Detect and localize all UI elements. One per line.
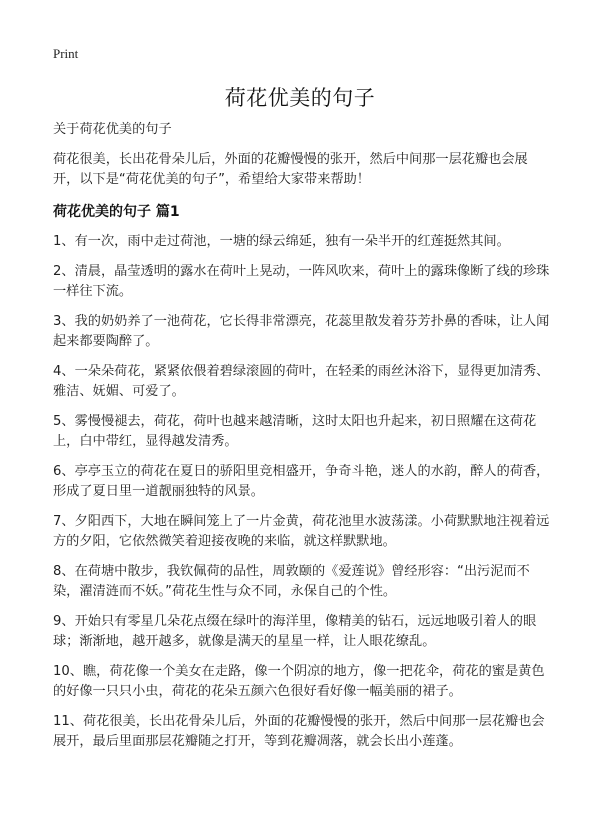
sentence-item: 9、开始只有零星几朵花点缀在绿叶的海洋里，像精美的钻石，远远地吸引着人的眼球；渐渐地，越开越多，就像是满天的星星一样，让人眼花缭乱。 [53,614,537,649]
sentence-item: 11、荷花很美，长出花骨朵儿后，外面的花瓣慢慢的张开，然后中间那一层花瓣也会展开，最后里面那层花瓣随之打开，等到花瓣凋落，就会长出小莲蓬。 [53,714,545,749]
article-subtitle: 关于荷花优美的句子 [53,122,172,137]
sentence-item: 2、清晨，晶莹透明的露水在荷叶上晃动，一阵风吹来，荷叶上的露珠像断了线的珍珠一样往下流。 [53,264,550,299]
section-heading: 荷花优美的句子 篇1 [53,204,180,220]
sentence-item: 6、亭亭玉立的荷花在夏日的骄阳里竞相盛开，争奇斗艳，迷人的水韵，醉人的荷香，形成了夏日里一道靓丽独特的风景。 [53,464,550,499]
sentence-item: 10、瞧，荷花像一个美女在走路，像一个阴凉的地方，像一把花伞，荷花的蜜是黄色的好像一只只小虫，荷花的花朵五颜六色很好看好像一幅美丽的裙子。 [53,664,545,699]
sentence-item: 1、有一次，雨中走过荷池，一塘的绿云绵延，独有一朵半开的红莲挺然其间。 [53,234,510,249]
sentence-item: 8、在荷塘中散步，我钦佩荷的品性，周敦颐的《爱莲说》曾经形容：“出污泥而不染，濯清涟而不妖。”荷花生性与众不同，永保自己的个性。 [53,564,530,599]
print-link[interactable]: Print [53,46,79,61]
sentence-item: 4、一朵朵荷花，紧紧依偎着碧绿滚圆的荷叶，在轻柔的雨丝沐浴下，显得更加清秀、雅洁、妩媚、可爱了。 [53,364,550,399]
sentence-item: 7、夕阳西下，大地在瞬间笼上了一片金黄，荷花池里水波荡漾。小荷默默地注视着远方的夕阳，它依然微笑着迎接夜晚的来临，就这样默默地。 [53,514,550,549]
sentence-item: 3、我的奶奶养了一池荷花，它长得非常漂亮，花蕊里散发着芬芳扑鼻的香味，让人闻起来都要陶醉了。 [53,314,550,349]
sentence-item: 5、雾慢慢褪去，荷花，荷叶也越来越清晰，这时太阳也升起来，初日照耀在这荷花上，白中带红，显得越发清秀。 [53,414,537,449]
page-title: 荷花优美的句子 [224,86,376,110]
sentence-list [53,232,553,752]
intro-paragraph: 荷花很美，长出花骨朵儿后，外面的花瓣慢慢的张开，然后中间那一层花瓣也会展开，以下是“荷花优美的句子”，希望给大家带来帮助！ [53,152,528,187]
article-body [53,120,553,762]
